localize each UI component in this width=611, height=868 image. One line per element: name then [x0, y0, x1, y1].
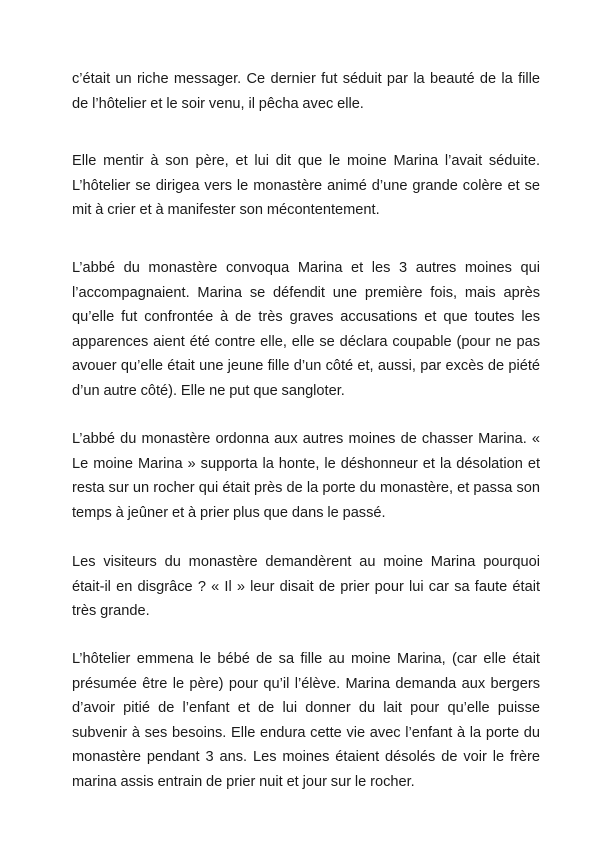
paragraph-2: Elle mentir à son père, et lui dit que le moine Marina l’avait séduite. L’hôtelier se dirigea vers le monastère animé d’une grande colère et se mit à crier et à manifester son mécontentement. — [72, 153, 540, 219]
paragraph-1: c’était un riche messager. Ce dernier fut séduit par la beauté de la fille de l’hôtelier et le soir venu, il pêcha avec elle. — [72, 71, 540, 112]
paragraph-6: L’hôtelier emmena le bébé de sa fille au moine Marina, (car elle était présumée être le père) pour qu’il l’élève. Marina demanda aux bergers d’avoir pitié de l’enfant et de lui donner du lait pour qu’elle puisse subvenir à ses besoins. Elle endura cette vie avec l’enfant à la porte du monastère pendant 3 ans. Les moines étaient désolés de voir le frère marina assis entrain de prier nuit et jour sur le rocher. — [72, 651, 540, 790]
paragraph-4: L’abbé du monastère ordonna aux autres moines de chasser Marina. « Le moine Marina » supporta la honte, le déshonneur et la désolation et resta sur un rocher qui était près de la porte du monastère, et passa son temps à jeûner et à prier plus que dans le passé. — [72, 431, 540, 521]
paragraph-5: Les visiteurs du monastère demandèrent au moine Marina pourquoi était-il en disgrâce ? « Il » leur disait de prier pour lui car sa faute était très grande. — [72, 554, 540, 620]
paragraph-3: L’abbé du monastère convoqua Marina et les 3 autres moines qui l’accompagnaient. Marina se défendit une première fois, mais après qu’elle fut confrontée à de très graves accusations et que toutes les apparences aient été contre elle, elle se déclara coupable (pour ne pas avouer qu’elle était une jeune fille d’un côté et, aussi, par excès de piété d’un autre côté). Elle ne put que sangloter. — [72, 260, 540, 399]
